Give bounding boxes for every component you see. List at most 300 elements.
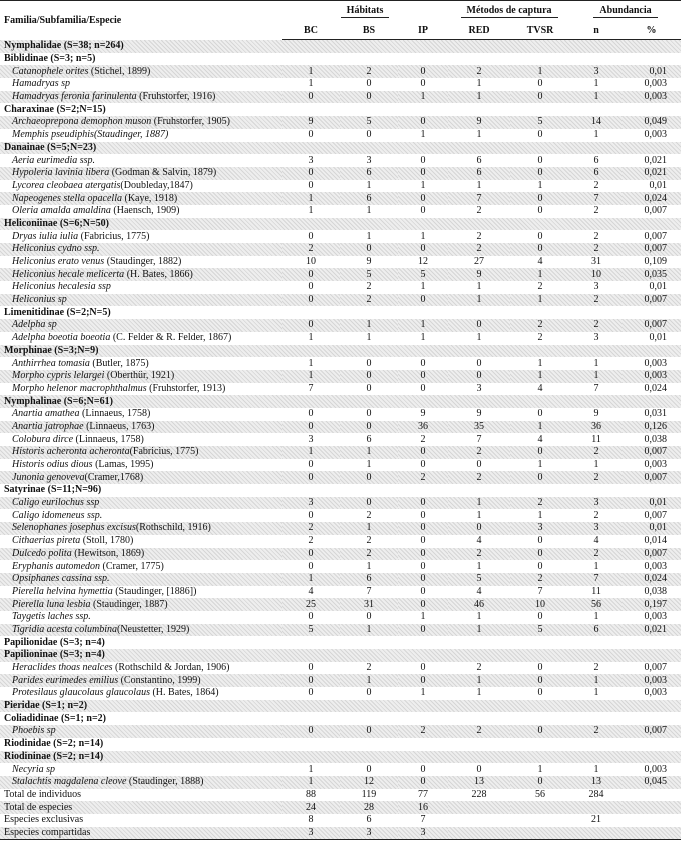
species-name-cell bbox=[0, 78, 282, 91]
bs-value: 119 bbox=[340, 789, 398, 802]
species-name-cell bbox=[0, 433, 282, 446]
ip-value: 0 bbox=[398, 383, 448, 396]
percent-value: 0,007 bbox=[622, 243, 681, 256]
red-value: 1 bbox=[448, 78, 510, 91]
red-value: 4 bbox=[448, 586, 510, 599]
percent-value: 0,031 bbox=[622, 408, 681, 421]
species-name: Aeria eurimedia ssp. bbox=[12, 154, 96, 166]
summary-row bbox=[0, 801, 681, 814]
species-name-cell bbox=[0, 573, 282, 586]
species-name: Taygetis laches ssp. bbox=[12, 611, 91, 623]
n-value: 7 bbox=[570, 383, 622, 396]
percent-value: 0,045 bbox=[622, 776, 681, 789]
ip-value: 7 bbox=[398, 814, 448, 827]
species-author: (Fruhstorfer, 1916) bbox=[136, 91, 216, 103]
species-name-cell bbox=[0, 674, 282, 687]
species-name-cell bbox=[0, 205, 282, 218]
table-row bbox=[0, 129, 681, 142]
header-tvsr: TVSR bbox=[510, 21, 570, 40]
percent-value bbox=[622, 814, 681, 827]
n-value: 2 bbox=[570, 243, 622, 256]
table-row bbox=[0, 167, 681, 180]
species-name-cell bbox=[0, 294, 282, 307]
percent-value: 0,035 bbox=[622, 268, 681, 281]
species-name-cell bbox=[0, 230, 282, 243]
n-value: 3 bbox=[570, 281, 622, 294]
bs-value: 7 bbox=[340, 586, 398, 599]
red-value: 1 bbox=[448, 687, 510, 700]
ip-value: 0 bbox=[398, 509, 448, 522]
percent-value: 0,024 bbox=[622, 192, 681, 205]
bs-value: 1 bbox=[340, 205, 398, 218]
bc-value: 3 bbox=[282, 827, 340, 840]
red-value: 3 bbox=[448, 383, 510, 396]
species-name: Necyria sp bbox=[12, 763, 56, 775]
red-value: 1 bbox=[448, 129, 510, 142]
tvsr-value: 0 bbox=[510, 167, 570, 180]
bc-value: 0 bbox=[282, 421, 340, 434]
species-name: Historis odius dious bbox=[12, 459, 93, 471]
red-value: 2 bbox=[448, 446, 510, 459]
ip-value: 1 bbox=[398, 180, 448, 193]
bs-value: 2 bbox=[340, 281, 398, 294]
tvsr-value bbox=[510, 827, 570, 840]
species-author: (H. Bates, 1864) bbox=[149, 687, 219, 699]
red-value: 0 bbox=[448, 763, 510, 776]
n-value: 1 bbox=[570, 91, 622, 104]
tvsr-value: 1 bbox=[510, 294, 570, 307]
species-author: (C. Felder & R. Felder, 1867) bbox=[110, 332, 232, 344]
table-row bbox=[0, 180, 681, 193]
header-red: RED bbox=[448, 21, 510, 40]
tvsr-value: 10 bbox=[510, 598, 570, 611]
percent-value: 0,007 bbox=[622, 471, 681, 484]
tvsr-value: 4 bbox=[510, 433, 570, 446]
n-value: 2 bbox=[570, 471, 622, 484]
species-name: Lycorea cleobaea atergatis bbox=[12, 179, 121, 191]
n-value: 11 bbox=[570, 433, 622, 446]
red-value: 2 bbox=[448, 205, 510, 218]
ip-value: 1 bbox=[398, 332, 448, 345]
ip-value: 2 bbox=[398, 725, 448, 738]
header-ip: IP bbox=[398, 21, 448, 40]
ip-value: 5 bbox=[398, 268, 448, 281]
red-value: 1 bbox=[448, 611, 510, 624]
bs-value: 2 bbox=[340, 294, 398, 307]
species-name-cell bbox=[0, 281, 282, 294]
ip-value: 0 bbox=[398, 65, 448, 78]
species-name: Heliconius sp bbox=[12, 294, 67, 306]
n-value: 31 bbox=[570, 256, 622, 269]
red-value bbox=[448, 801, 510, 814]
bs-value: 6 bbox=[340, 192, 398, 205]
bc-value: 24 bbox=[282, 801, 340, 814]
subfamily-label: Nymphalinae (S=6;N=61) bbox=[0, 395, 681, 408]
percent-value: 0,024 bbox=[622, 383, 681, 396]
table-row bbox=[0, 408, 681, 421]
bs-value: 2 bbox=[340, 509, 398, 522]
tvsr-value: 1 bbox=[510, 180, 570, 193]
n-value: 2 bbox=[570, 294, 622, 307]
ip-value: 0 bbox=[398, 243, 448, 256]
table-row bbox=[0, 116, 681, 129]
ip-value: 0 bbox=[398, 763, 448, 776]
ip-value: 1 bbox=[398, 687, 448, 700]
tvsr-value: 0 bbox=[510, 611, 570, 624]
ip-value: 0 bbox=[398, 116, 448, 129]
percent-value: 0,007 bbox=[622, 446, 681, 459]
table-row bbox=[0, 243, 681, 256]
ip-value: 1 bbox=[398, 230, 448, 243]
percent-value: 0,007 bbox=[622, 230, 681, 243]
bc-value: 1 bbox=[282, 573, 340, 586]
bs-value: 28 bbox=[340, 801, 398, 814]
n-value: 14 bbox=[570, 116, 622, 129]
table-row bbox=[0, 674, 681, 687]
bs-value: 0 bbox=[340, 687, 398, 700]
red-value: 2 bbox=[448, 662, 510, 675]
subfamily-row bbox=[0, 751, 681, 764]
red-value: 1 bbox=[448, 509, 510, 522]
ip-value: 0 bbox=[398, 674, 448, 687]
subfamily-label: Limenitidinae (S=2;N=5) bbox=[0, 306, 681, 319]
subfamily-row bbox=[0, 218, 681, 231]
species-name: Anartia jatrophae bbox=[12, 420, 84, 432]
tvsr-value bbox=[510, 801, 570, 814]
percent-value: 0,003 bbox=[622, 78, 681, 91]
bc-value: 8 bbox=[282, 814, 340, 827]
table-row bbox=[0, 294, 681, 307]
species-name-cell bbox=[0, 509, 282, 522]
species-author: (Stichel, 1899) bbox=[88, 65, 151, 77]
percent-value: 0,01 bbox=[622, 332, 681, 345]
table-row bbox=[0, 192, 681, 205]
table-row bbox=[0, 154, 681, 167]
species-author: (Cramer,1768) bbox=[84, 471, 144, 483]
bs-value: 0 bbox=[340, 421, 398, 434]
species-author: (Staudinger, 1887) bbox=[90, 598, 168, 610]
species-name-cell bbox=[0, 180, 282, 193]
ip-value: 0 bbox=[398, 535, 448, 548]
tvsr-value: 0 bbox=[510, 192, 570, 205]
bc-value: 0 bbox=[282, 611, 340, 624]
species-author: (Staudinger, [1886]) bbox=[112, 585, 197, 597]
ip-value: 2 bbox=[398, 471, 448, 484]
bs-value: 1 bbox=[340, 560, 398, 573]
header-bs: BS bbox=[340, 21, 398, 40]
species-name: Pierella helvina hymettia bbox=[12, 585, 113, 597]
ip-value: 0 bbox=[398, 560, 448, 573]
tvsr-value: 4 bbox=[510, 383, 570, 396]
tvsr-value: 0 bbox=[510, 129, 570, 142]
percent-value: 0,024 bbox=[622, 573, 681, 586]
species-name: Parides eurimedes emilius bbox=[12, 674, 119, 686]
species-name-cell bbox=[0, 421, 282, 434]
species-name-cell bbox=[0, 408, 282, 421]
tvsr-value: 2 bbox=[510, 332, 570, 345]
species-name-cell bbox=[0, 370, 282, 383]
tvsr-value: 0 bbox=[510, 243, 570, 256]
red-value: 1 bbox=[448, 180, 510, 193]
table-row bbox=[0, 256, 681, 269]
subfamily-row bbox=[0, 712, 681, 725]
species-name-cell bbox=[0, 192, 282, 205]
species-author: (Kaye, 1918) bbox=[121, 192, 178, 204]
red-value: 0 bbox=[448, 357, 510, 370]
bs-value: 0 bbox=[340, 763, 398, 776]
percent-value: 0,007 bbox=[622, 205, 681, 218]
percent-value: 0,049 bbox=[622, 116, 681, 129]
bc-value: 3 bbox=[282, 154, 340, 167]
percent-value: 0,038 bbox=[622, 586, 681, 599]
tvsr-value: 0 bbox=[510, 230, 570, 243]
percent-value: 0,014 bbox=[622, 535, 681, 548]
tvsr-value: 0 bbox=[510, 662, 570, 675]
bs-value: 6 bbox=[340, 167, 398, 180]
red-value: 7 bbox=[448, 433, 510, 446]
habitats-group-header: Hábitats bbox=[282, 1, 448, 22]
n-value: 2 bbox=[570, 180, 622, 193]
tvsr-value: 1 bbox=[510, 65, 570, 78]
percent-value: 0,007 bbox=[622, 725, 681, 738]
header-percent: % bbox=[622, 21, 681, 40]
family-label: Nymphalidae (S=38; n=264) bbox=[0, 40, 681, 53]
species-author: (Stoll, 1780) bbox=[80, 535, 134, 547]
species-name-cell bbox=[0, 256, 282, 269]
n-value: 6 bbox=[570, 167, 622, 180]
tvsr-value: 0 bbox=[510, 78, 570, 91]
n-value bbox=[570, 801, 622, 814]
bs-value: 9 bbox=[340, 256, 398, 269]
table-row bbox=[0, 370, 681, 383]
tvsr-value: 2 bbox=[510, 497, 570, 510]
tvsr-value: 7 bbox=[510, 586, 570, 599]
ip-value: 16 bbox=[398, 801, 448, 814]
table-row bbox=[0, 357, 681, 370]
species-name-cell bbox=[0, 624, 282, 637]
bs-value: 0 bbox=[340, 370, 398, 383]
bc-value: 1 bbox=[282, 370, 340, 383]
percent-value: 0,021 bbox=[622, 167, 681, 180]
ip-value: 0 bbox=[398, 205, 448, 218]
red-value bbox=[448, 827, 510, 840]
ip-value: 12 bbox=[398, 256, 448, 269]
bs-value: 1 bbox=[340, 332, 398, 345]
table-row bbox=[0, 65, 681, 78]
n-value: 36 bbox=[570, 421, 622, 434]
tvsr-value: 0 bbox=[510, 776, 570, 789]
table-body bbox=[0, 40, 681, 840]
tvsr-value: 1 bbox=[510, 509, 570, 522]
species-name: Adelpha sp bbox=[12, 319, 57, 331]
red-value: 13 bbox=[448, 776, 510, 789]
tvsr-value: 5 bbox=[510, 624, 570, 637]
bc-value: 0 bbox=[282, 180, 340, 193]
tvsr-value: 0 bbox=[510, 205, 570, 218]
red-value: 9 bbox=[448, 116, 510, 129]
red-value: 4 bbox=[448, 535, 510, 548]
species-name: Dryas iulia iulia bbox=[12, 230, 79, 242]
tvsr-value: 4 bbox=[510, 256, 570, 269]
n-value: 2 bbox=[570, 319, 622, 332]
ip-value: 2 bbox=[398, 433, 448, 446]
percent-value: 0,003 bbox=[622, 674, 681, 687]
summary-row bbox=[0, 814, 681, 827]
table-row bbox=[0, 91, 681, 104]
species-name-cell bbox=[0, 725, 282, 738]
species-name: Opsiphanes cassina ssp. bbox=[12, 573, 110, 585]
n-value: 1 bbox=[570, 357, 622, 370]
percent-value: 0,01 bbox=[622, 65, 681, 78]
bc-value: 0 bbox=[282, 674, 340, 687]
bc-value: 2 bbox=[282, 243, 340, 256]
species-name: Memphis pseudiphis(Staudinger, 1887) bbox=[12, 129, 169, 141]
species-name-cell bbox=[0, 268, 282, 281]
bs-value: 0 bbox=[340, 129, 398, 142]
species-author: (Fruhstorfer, 1905) bbox=[151, 116, 230, 128]
table-row bbox=[0, 763, 681, 776]
species-name-cell bbox=[0, 446, 282, 459]
column-label-header: Familia/Subfamilia/Especie bbox=[0, 1, 282, 40]
ip-value: 0 bbox=[398, 548, 448, 561]
bc-value: 0 bbox=[282, 167, 340, 180]
species-author: (Linnaeus, 1758) bbox=[73, 433, 144, 445]
species-author: (Doubleday,1847) bbox=[120, 179, 193, 191]
table-row bbox=[0, 383, 681, 396]
summary-label: Total de especies bbox=[0, 801, 282, 814]
species-name: Archaeoprepona demophon muson bbox=[12, 116, 152, 128]
abundance-group-header: Abundancia bbox=[570, 1, 681, 22]
n-value: 7 bbox=[570, 573, 622, 586]
red-value: 9 bbox=[448, 268, 510, 281]
bs-value: 1 bbox=[340, 624, 398, 637]
n-value: 13 bbox=[570, 776, 622, 789]
percent-value: 0,003 bbox=[622, 560, 681, 573]
table-row bbox=[0, 548, 681, 561]
tvsr-value: 0 bbox=[510, 154, 570, 167]
species-name: Heliconius hecalesia ssp bbox=[12, 281, 111, 293]
bc-value: 0 bbox=[282, 509, 340, 522]
percent-value: 0,01 bbox=[622, 522, 681, 535]
n-value: 2 bbox=[570, 509, 622, 522]
subfamily-label: Riodininae (S=2; n=14) bbox=[0, 751, 681, 764]
species-name: Caligo eurilochus ssp bbox=[12, 497, 100, 509]
species-author: (Hewitson, 1869) bbox=[71, 547, 145, 559]
ip-value: 0 bbox=[398, 776, 448, 789]
n-value: 7 bbox=[570, 192, 622, 205]
bc-value: 0 bbox=[282, 471, 340, 484]
bc-value: 2 bbox=[282, 522, 340, 535]
percent-value: 0,021 bbox=[622, 624, 681, 637]
percent-value bbox=[622, 827, 681, 840]
subfamily-label: Charaxinae (S=2;N=15) bbox=[0, 103, 681, 116]
n-value: 3 bbox=[570, 65, 622, 78]
ip-value: 1 bbox=[398, 281, 448, 294]
species-name: Anartia amathea bbox=[12, 408, 80, 420]
ip-value: 0 bbox=[398, 154, 448, 167]
bs-value: 0 bbox=[340, 471, 398, 484]
ip-value: 0 bbox=[398, 586, 448, 599]
species-name: Heliconius cydno ssp. bbox=[12, 243, 100, 255]
bc-value: 9 bbox=[282, 116, 340, 129]
species-author: (Fabricius, 1775) bbox=[78, 230, 150, 242]
table-row bbox=[0, 611, 681, 624]
red-value: 1 bbox=[448, 560, 510, 573]
red-value: 7 bbox=[448, 192, 510, 205]
subfamily-label: Danainae (S=5;N=23) bbox=[0, 142, 681, 155]
table-row bbox=[0, 281, 681, 294]
species-author: (Oberthür, 1921) bbox=[104, 370, 175, 382]
table-row bbox=[0, 433, 681, 446]
red-value: 0 bbox=[448, 370, 510, 383]
summary-label: Especies compartidas bbox=[0, 827, 282, 840]
n-value: 2 bbox=[570, 205, 622, 218]
species-name: Hypoleria lavinia libera bbox=[12, 167, 110, 179]
bs-value: 2 bbox=[340, 535, 398, 548]
subfamily-row bbox=[0, 345, 681, 358]
percent-value: 0,003 bbox=[622, 370, 681, 383]
table-row bbox=[0, 586, 681, 599]
species-author: (Rothschild & Jordan, 1906) bbox=[112, 662, 230, 674]
red-value: 6 bbox=[448, 154, 510, 167]
bs-value: 1 bbox=[340, 319, 398, 332]
species-name: Anthirrhea tomasia bbox=[12, 357, 90, 369]
species-name-cell bbox=[0, 383, 282, 396]
table-row bbox=[0, 535, 681, 548]
red-value: 6 bbox=[448, 167, 510, 180]
bc-value: 0 bbox=[282, 294, 340, 307]
species-name: Adelpha boeotia boeotia bbox=[12, 332, 111, 344]
bc-value: 5 bbox=[282, 624, 340, 637]
red-value: 1 bbox=[448, 624, 510, 637]
tvsr-value: 0 bbox=[510, 91, 570, 104]
bs-value: 0 bbox=[340, 611, 398, 624]
n-value: 1 bbox=[570, 763, 622, 776]
bc-value: 1 bbox=[282, 776, 340, 789]
tvsr-value: 56 bbox=[510, 789, 570, 802]
table-row bbox=[0, 459, 681, 472]
table-row bbox=[0, 268, 681, 281]
subfamily-label: Satyrinae (S=11;N=96) bbox=[0, 484, 681, 497]
n-value: 284 bbox=[570, 789, 622, 802]
percent-value: 0,003 bbox=[622, 459, 681, 472]
percent-value: 0,007 bbox=[622, 662, 681, 675]
red-value: 1 bbox=[448, 294, 510, 307]
bs-value: 3 bbox=[340, 827, 398, 840]
species-name-cell bbox=[0, 332, 282, 345]
species-name: Cithaerias pireta bbox=[12, 535, 81, 547]
bc-value: 0 bbox=[282, 548, 340, 561]
n-value: 6 bbox=[570, 154, 622, 167]
species-name-cell bbox=[0, 243, 282, 256]
n-value: 2 bbox=[570, 446, 622, 459]
bs-value: 1 bbox=[340, 459, 398, 472]
bc-value: 1 bbox=[282, 192, 340, 205]
summary-row bbox=[0, 789, 681, 802]
species-name: Morpho cypris lelargei bbox=[12, 370, 105, 382]
tvsr-value: 1 bbox=[510, 459, 570, 472]
n-value: 1 bbox=[570, 687, 622, 700]
subfamily-row bbox=[0, 395, 681, 408]
red-value bbox=[448, 814, 510, 827]
table-row bbox=[0, 662, 681, 675]
bs-value: 0 bbox=[340, 243, 398, 256]
tvsr-value: 0 bbox=[510, 535, 570, 548]
percent-value bbox=[622, 801, 681, 814]
percent-value: 0,197 bbox=[622, 598, 681, 611]
table-row bbox=[0, 497, 681, 510]
tvsr-value: 0 bbox=[510, 725, 570, 738]
